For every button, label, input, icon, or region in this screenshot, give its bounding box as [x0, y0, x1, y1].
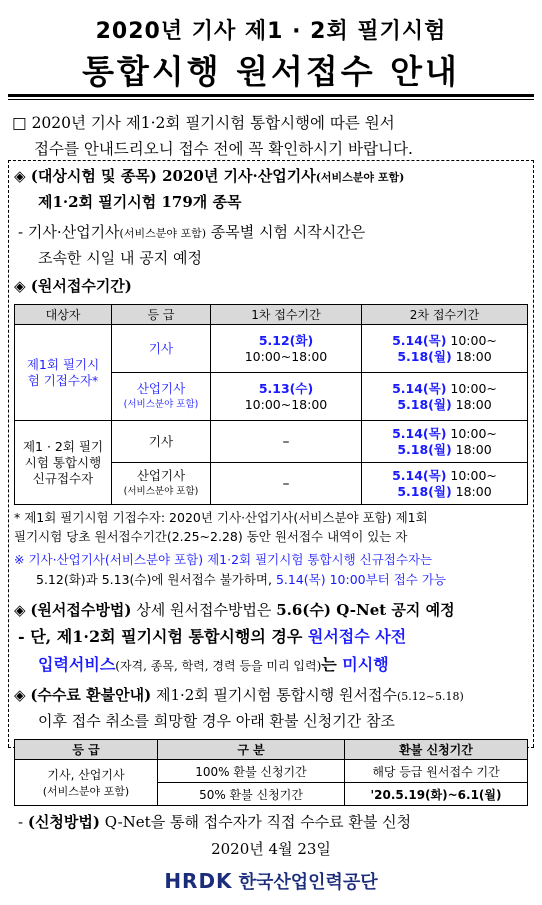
box-top-border	[8, 160, 534, 161]
header-type: 구 분	[158, 740, 345, 760]
table-header-row	[15, 305, 528, 325]
section-target-note-2: 조속한 시일 내 공지 예정	[38, 249, 202, 267]
footnote-existing-1: * 제1회 필기시험 기접수자: 2020년 기사·산업기사(서비스분야 포함) 제1회	[14, 510, 428, 525]
refund-type-cell: 100% 환불 신청기간	[158, 760, 345, 783]
section-target-count: 제1·2회 필기시험 179개 종목	[38, 193, 242, 211]
section-method-line-3: 입력서비스(자격, 종목, 학력, 경력 등을 미리 입력)는 미시행	[38, 655, 389, 674]
first-period-cell: –	[211, 463, 362, 505]
table-row	[15, 421, 528, 463]
diamond-bullet-icon: ◈	[14, 601, 26, 619]
header-grade: 등 급	[15, 740, 158, 760]
hrdk-logo: HRDK	[164, 869, 233, 893]
box-right-border	[533, 160, 534, 747]
section-refund-line-2: 이후 접수 취소를 희망할 경우 아래 환불 신청기간 참조	[38, 712, 395, 730]
box-left-border	[8, 160, 9, 747]
title-line-1: 2020년 기사 제1 · 2회 필기시험	[95, 19, 447, 44]
refund-type-cell: 50% 환불 신청기간	[158, 783, 345, 806]
header-first-period: 1차 접수기간	[211, 305, 362, 325]
refund-period-cell: '20.5.19(화)~6.1(월)	[345, 783, 528, 806]
first-period-cell: –	[211, 421, 362, 463]
grade-cell: 기사	[112, 325, 211, 373]
section-period-heading: ◈ (원서접수기간)	[14, 277, 132, 295]
org-footer	[0, 868, 542, 894]
second-period-cell: 5.14(목) 10:00~ 5.18(월) 18:00	[362, 325, 528, 373]
group-existing-applicants: 제1회 필기시험 기접수자*	[15, 325, 112, 421]
diamond-bullet-icon: ◈	[14, 167, 26, 185]
refund-table	[14, 739, 528, 806]
first-period-cell: 5.13(수) 10:00~18:00	[211, 373, 362, 421]
diamond-bullet-icon: ◈	[14, 686, 26, 704]
application-period-table	[14, 304, 528, 505]
footnote-new-1: ※ 기사·산업기사(서비스분야 포함) 제1·2회 필기시험 통합시행 신규접수자는	[14, 552, 433, 567]
title-rule-thin	[8, 99, 534, 100]
header-grade: 등 급	[112, 305, 211, 325]
intro-line-1: □ 2020년 기사 제1·2회 필기시험 통합시행에 따른 원서	[12, 114, 395, 132]
header-target: 대상자	[15, 305, 112, 325]
intro-paragraph	[12, 110, 534, 162]
second-period-cell: 5.14(목) 10:00~ 5.18(월) 18:00	[362, 421, 528, 463]
footnote-new-2: 5.12(화)과 5.13(수)에 원서접수 불가하며, 5.14(목) 10:00부터 접수 가능	[36, 572, 447, 587]
second-period-cell: 5.14(목) 10:00~ 5.18(월) 18:00	[362, 463, 528, 505]
footnote-existing-2: 필기시험 당초 원서접수기간(2.25~2.28) 동안 원서접수 내역이 있는 자	[14, 529, 408, 544]
grade-cell: 기사, 산업기사 (서비스분야 포함)	[15, 760, 158, 806]
section-target-note-1: - 기사·산업기사(서비스분야 포함) 종목별 시험 시작시간은	[18, 223, 366, 241]
refund-period-cell: 해당 등급 원서접수 기간	[345, 760, 528, 783]
table-row	[15, 325, 528, 373]
grade-cell: 산업기사 (서비스분야 포함)	[112, 463, 211, 505]
table-row	[15, 760, 528, 783]
section-refund-heading: ◈ (수수료 환불안내) 제1·2회 필기시험 통합시행 원서접수(5.12~5.18)	[14, 686, 464, 704]
header-refund-period: 환불 신청기간	[345, 740, 528, 760]
first-period-cell: 5.12(화) 10:00~18:00	[211, 325, 362, 373]
grade-cell: 산업기사 (서비스분야 포함)	[112, 373, 211, 421]
second-period-cell: 5.14(목) 10:00~ 5.18(월) 18:00	[362, 373, 528, 421]
section-method-line-2: - 단, 제1·2회 필기시험 통합시행의 경우 원서접수 사전	[18, 627, 407, 646]
section-target-heading: ◈ (대상시험 및 종목) 2020년 기사·산업기사(서비스분야 포함)	[14, 167, 405, 185]
org-name: 한국산업인력공단	[238, 872, 378, 893]
refund-method: - (신청방법) Q-Net을 통해 접수자가 직접 수수료 환불 신청	[18, 813, 412, 831]
title-rule-thick	[8, 94, 534, 97]
header-second-period: 2차 접수기간	[362, 305, 528, 325]
title-line-2: 통합시행 원서접수 안내	[82, 52, 460, 91]
grade-cell: 기사	[112, 421, 211, 463]
intro-line-2: 접수를 안내드리오니 접수 전에 꼭 확인하시기 바랍니다.	[34, 140, 413, 158]
section-method-heading: ◈ (원서접수방법) 상세 원서접수방법은 5.6(수) Q-Net 공지 예정	[14, 601, 455, 619]
group-new-applicants: 제1 · 2회 필기시험 통합시행 신규접수자	[15, 421, 112, 505]
table-header-row	[15, 740, 528, 760]
publish-date: 2020년 4월 23일	[211, 840, 331, 858]
